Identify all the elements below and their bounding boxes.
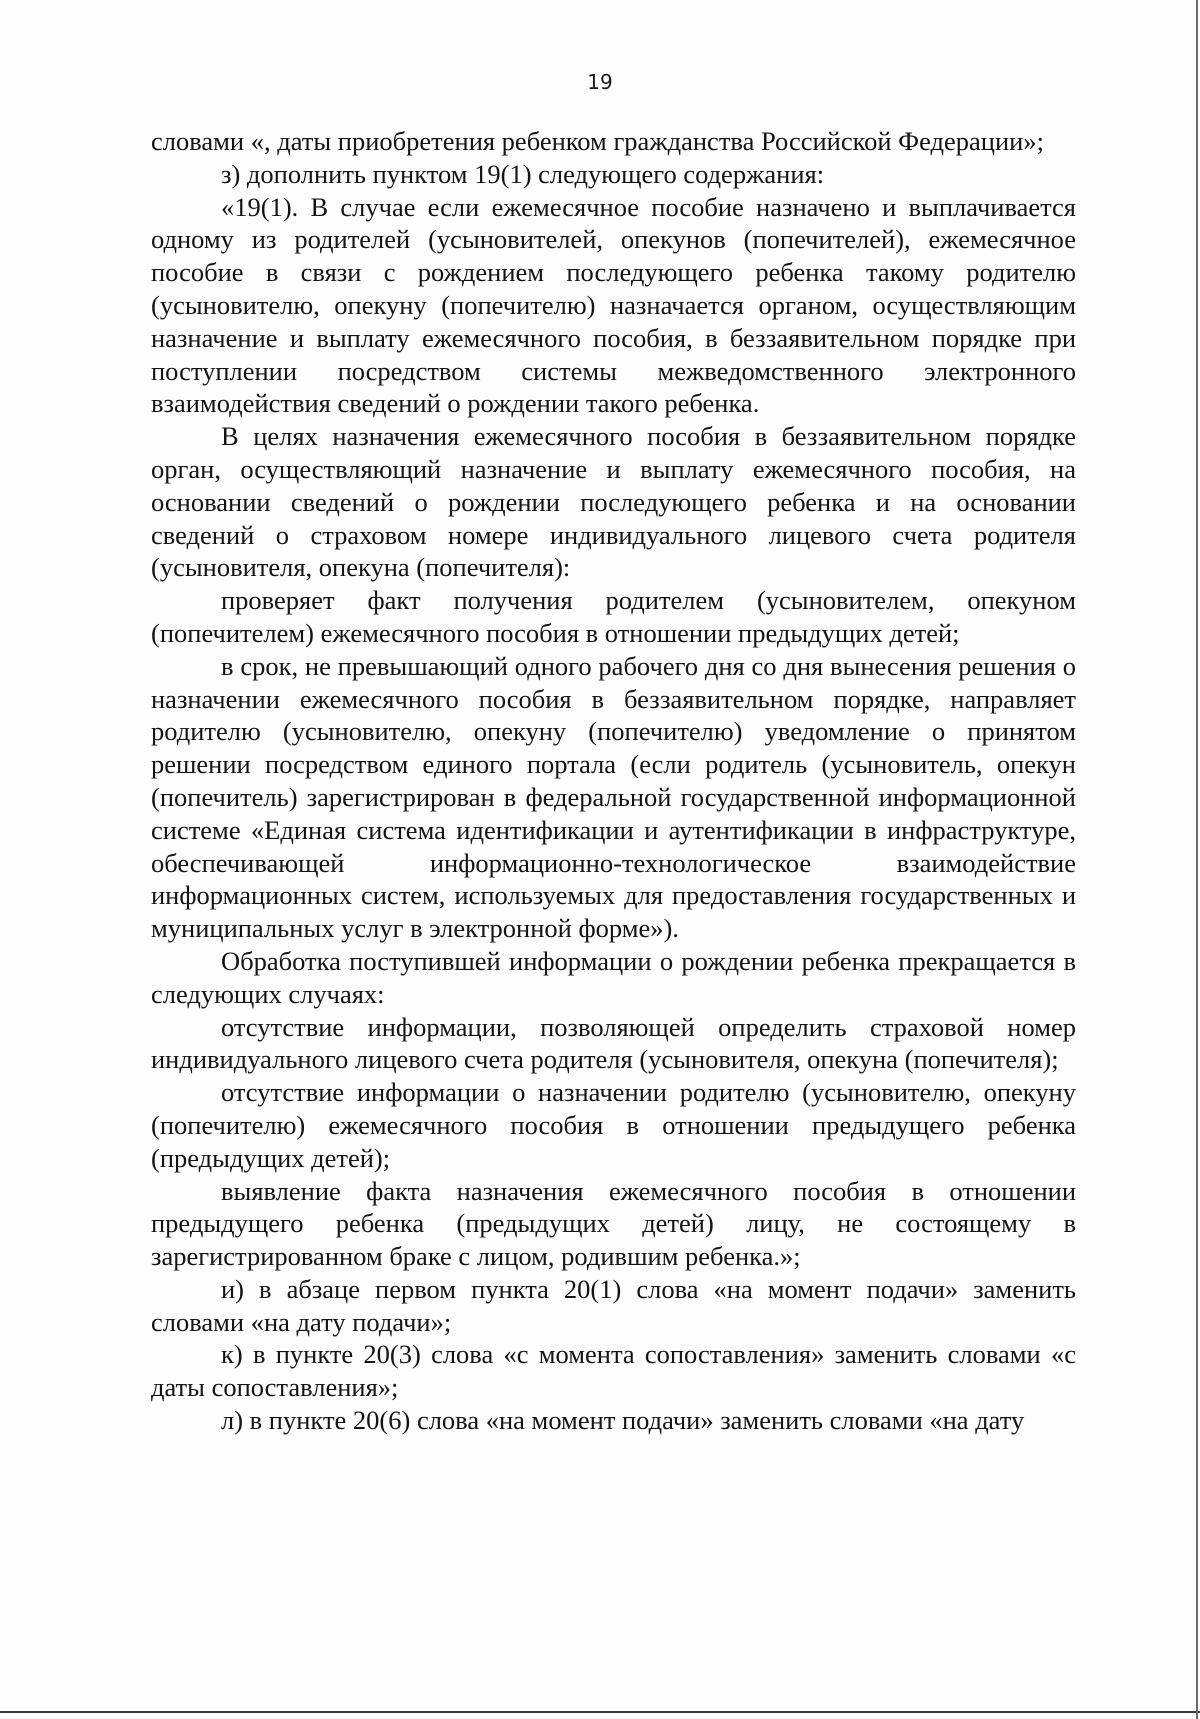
paragraph-no-assignment-info: отсутствие информации о назначении родителю (усыновителю, опекуну (попечителю) ежемесячного пособия в отношении предыдущего ребенка (предыдущих детей); [151,1077,1076,1173]
scan-edge-bottom [0,1711,1200,1713]
page-number: 19 [587,70,613,94]
paragraph-continuation: словами «, даты приобретения ребенком гражданства Российской Федерации»; [151,126,1044,156]
paragraph-checks-fact: проверяет факт получения родителем (усыновителем, опекуном (попечителем) ежемесячного пособия в отношении предыдущих детей; [151,585,1076,648]
document-body [151,125,1076,1437]
paragraph-notification: в срок, не превышающий одного рабочего дня со дня вынесения решения о назначении ежемесячного пособия в беззаявительном порядке, направляет родителю (усыновителю, опекуну (попечителю) уведомление о принятом решении посредством единого портала (если родитель (усыновитель, опекун (попечитель) зарегистрирован в федеральной государственной информационной системе «Единая система идентификации и аутентификации в инфраструктуре, обеспечивающей информационно-технологическое взаимодействие информационных систем, используемых для предоставления государственных и муниципальных услуг в электронной форме»). [151,650,1076,944]
paragraph-item-z: з) дополнить пунктом 19(1) следующего содержания: [221,158,825,189]
paragraph-purpose: В целях назначения ежемесячного пособия в беззаявительном порядке орган, осуществляющий назначение и выплату ежемесячного пособия, на основании сведений о рождении последующего ребенка и на основании сведений о страховом номере индивидуального лицевого счета родителя (усыновителя, опекуна (попечителя): [151,421,1076,583]
paragraph-item-l: л) в пункте 20(6) слова «на момент подачи» заменить словами «на дату [221,1405,1025,1436]
paragraph-marriage-fact: выявление факта назначения ежемесячного пособия в отношении предыдущего ребенка (предыдущих детей) лицу, не состоящему в зарегистрированном браке с лицом, родившим ребенка.»; [151,1175,1076,1272]
paragraph-clause-19-1: «19(1). В случае если ежемесячное пособие назначено и выплачивается одному из родителей (усыновителей, опекунов (попечителей), ежемесячное пособие в связи с рождением последующего ребенка такому родителю (усыновителю, опекуну (попечителю) назначается органом, осуществляющим назначение и выплату ежемесячного пособия, в беззаявительном порядке при поступлении посредством системы межведомственного электронного взаимодействия сведений о рождении такого ребенка. [151,191,1076,419]
paragraph-item-k: к) в пункте 20(3) слова «с момента сопоставления» заменить словами «с даты сопоставления»; [151,1339,1076,1403]
scan-edge-right [1196,0,1198,1719]
paragraph-item-i: и) в абзаце первом пункта 20(1) слова «на момент подачи» заменить словами «на дату подачи»; [151,1273,1076,1337]
paragraph-processing-stops: Обработка поступившей информации о рождении ребенка прекращается в следующих случаях: [151,945,1076,1009]
paragraph-no-snils-info: отсутствие информации, позволяющей определить страховой номер индивидуального лицевого счета родителя (усыновителя, опекуна (попечителя); [151,1011,1076,1075]
